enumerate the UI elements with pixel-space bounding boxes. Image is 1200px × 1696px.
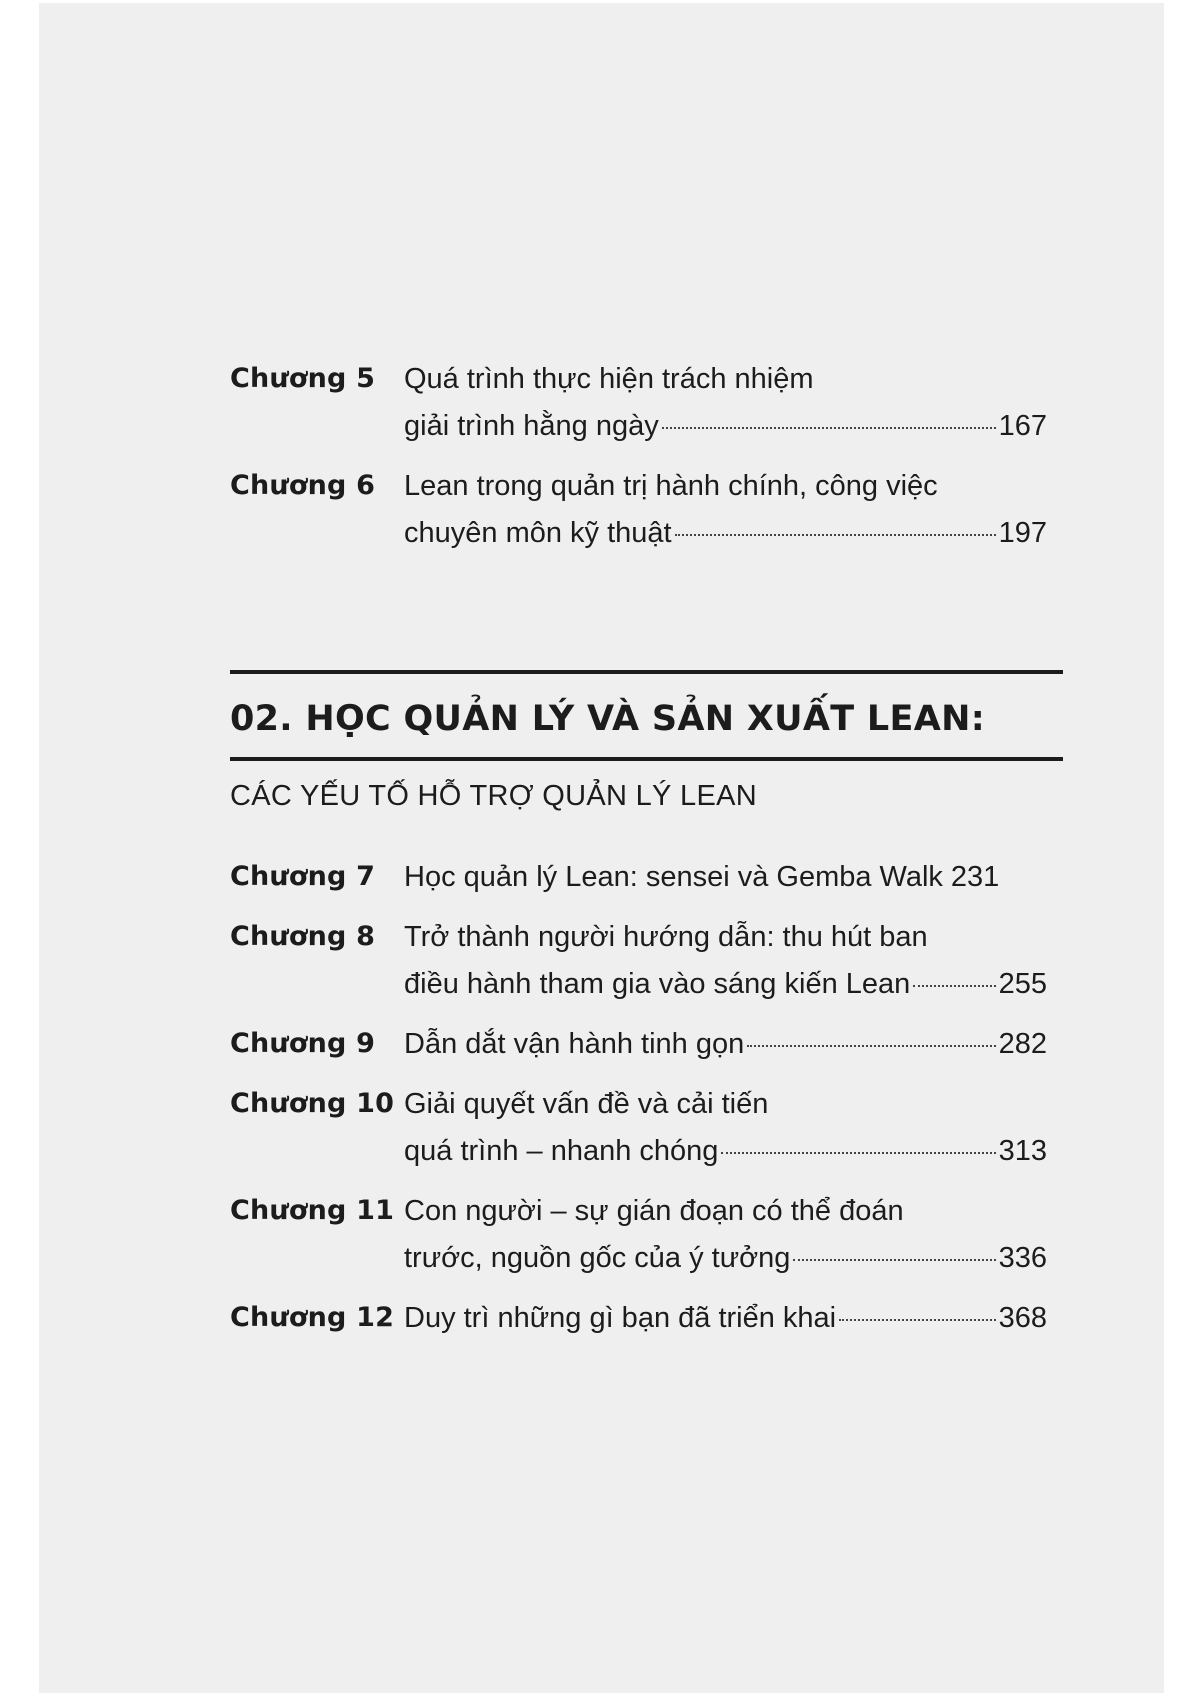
dot-leader (747, 1045, 995, 1047)
chapter-title-line: Quá trình thực hiện trách nhiệm (404, 363, 814, 395)
chapter-title-line: Con người – sự gián đoạn có thể đoán (404, 1195, 904, 1227)
section-top-rule (230, 670, 1063, 674)
page-number: 336 (998, 1242, 1047, 1274)
chapter-title-line: Duy trì những gì bạn đã triển khai 368 (404, 1295, 1047, 1341)
dot-leader (662, 427, 996, 429)
chapter-title-line: Học quản lý Lean: sensei và Gemba Walk 231 (404, 854, 1047, 900)
page-number: 282 (998, 1028, 1047, 1060)
page-number: 313 (998, 1135, 1047, 1167)
page-number: 368 (998, 1302, 1047, 1334)
chapter-label: Chương 11 (230, 1195, 395, 1226)
dot-leader (913, 985, 995, 987)
page-number: 231 (950, 861, 1000, 893)
chapter-title-line: Giải quyết vấn đề và cải tiến (404, 1088, 769, 1120)
page-number: 255 (998, 968, 1047, 1000)
chapter-title-line: trước, nguồn gốc của ý tưởng 336 (404, 1235, 1047, 1281)
chapter-label: Chương 12 (230, 1302, 395, 1333)
dot-leader (721, 1152, 995, 1154)
chapter-label: Chương 9 (230, 1028, 376, 1059)
dot-leader (839, 1319, 995, 1321)
chapter-title-line: chuyên môn kỹ thuật 197 (404, 510, 1047, 556)
chapter-title-line: Trở thành người hướng dẫn: thu hút ban (404, 921, 928, 953)
section-title: 02. HỌC QUẢN LÝ VÀ SẢN XUẤT LEAN: (230, 699, 986, 739)
book-page (39, 3, 1164, 1693)
page-number: 167 (998, 410, 1047, 442)
chapter-label: Chương 5 (230, 363, 376, 394)
chapter-label: Chương 10 (230, 1088, 395, 1119)
chapter-label: Chương 8 (230, 921, 376, 952)
section-bottom-rule (230, 757, 1063, 761)
page-number: 197 (998, 517, 1047, 549)
section-subtitle: CÁC YẾU TỐ HỖ TRỢ QUẢN LÝ LEAN (230, 780, 757, 812)
chapter-label: Chương 7 (230, 861, 376, 892)
chapter-title-line: điều hành tham gia vào sáng kiến Lean 255 (404, 961, 1047, 1007)
chapter-label: Chương 6 (230, 470, 376, 501)
chapter-title-line: giải trình hằng ngày 167 (404, 403, 1047, 449)
dot-leader (793, 1259, 995, 1261)
chapter-title-line: Lean trong quản trị hành chính, công việc (404, 470, 938, 502)
dot-leader (675, 534, 996, 536)
chapter-title-line: Dẫn dắt vận hành tinh gọn 282 (404, 1021, 1047, 1067)
chapter-title-line: quá trình – nhanh chóng 313 (404, 1128, 1047, 1174)
